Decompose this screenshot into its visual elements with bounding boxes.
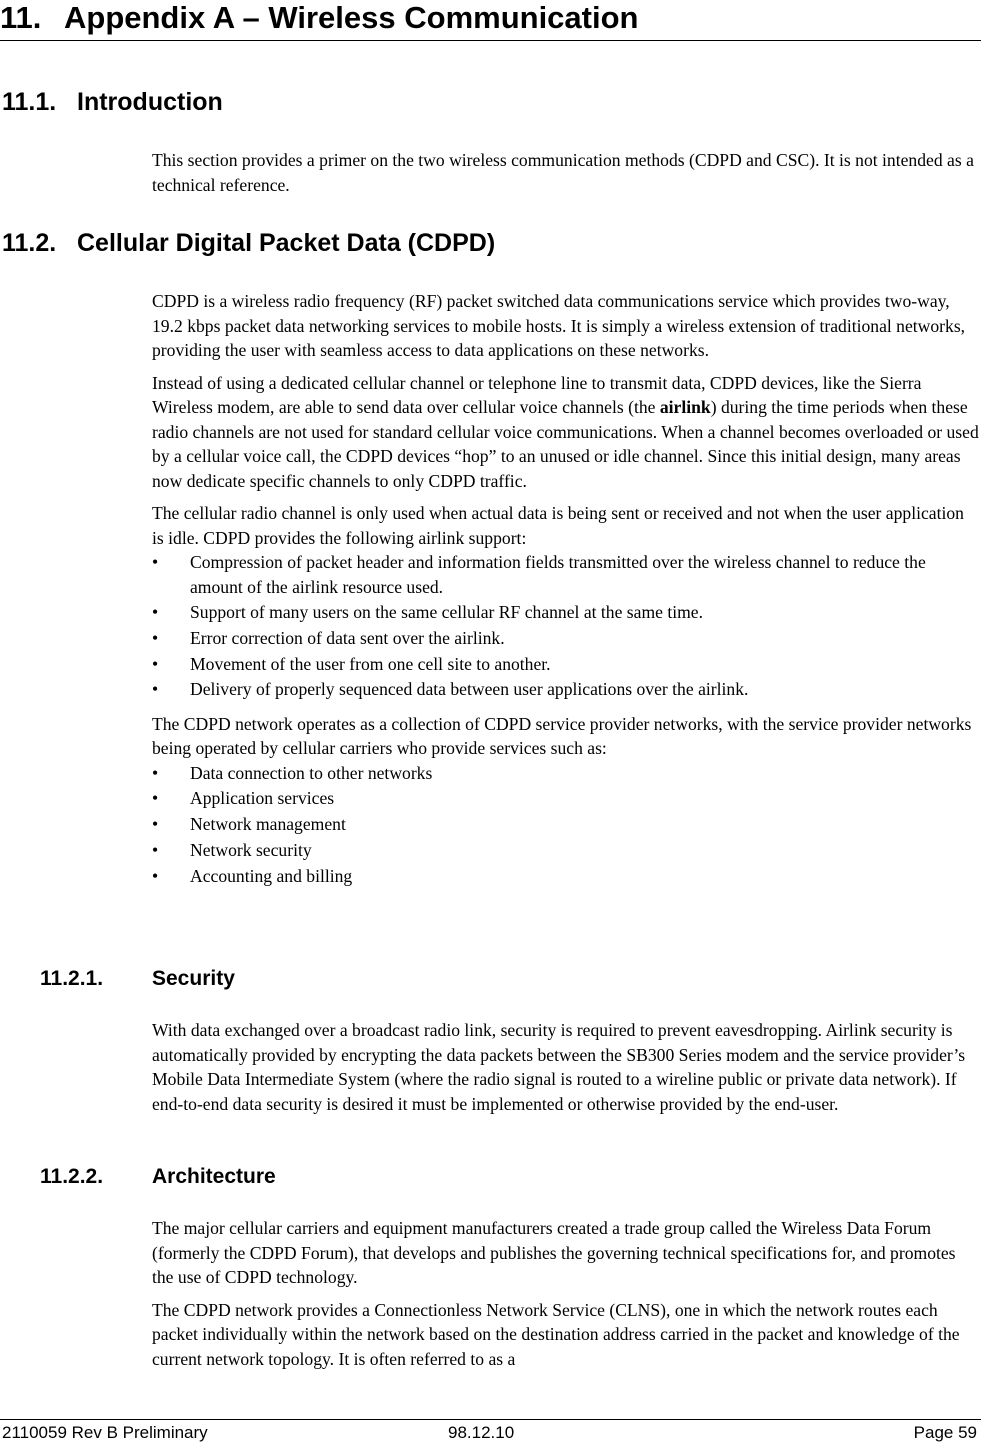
bullet-icon: • [152, 814, 159, 835]
bullet-icon: • [152, 762, 159, 783]
chapter-number: 11. [0, 0, 42, 35]
list-item: • Data connection to other networks [152, 761, 980, 786]
footer-rule [0, 1419, 981, 1420]
bullet-icon: • [152, 839, 159, 860]
footer-date: 98.12.10 [448, 1423, 515, 1442]
bullet-icon: • [152, 552, 159, 572]
service-list [152, 761, 980, 888]
cdpd-paragraph-3: The cellular radio channel is only used when actual data is being sent or received and not when the user application is idle. CDPD provides the following airlink support: [152, 503, 964, 548]
bullet-icon: • [152, 653, 159, 674]
bullet-icon: • [152, 627, 159, 648]
subsection-number: 11.2.2. [40, 1165, 104, 1188]
architecture-paragraph-1: The major cellular carriers and equipment manufacturers created a trade group called the Wireless Data Forum (formerly the CDPD Forum), that develops and publishes the governing technical specifications for, and promotes the use of CDPD technology. [152, 1218, 956, 1287]
subsection-number: 11.2.1. [40, 967, 104, 990]
subsection-title: Architecture [152, 1165, 276, 1188]
subsection-heading-architecture [40, 1164, 276, 1190]
list-item: • Support of many users on the same cellular RF channel at the same time. [152, 600, 980, 625]
subsection-title: Security [152, 967, 235, 990]
section-number: 11.1. [2, 88, 57, 116]
security-body [152, 1018, 980, 1124]
chapter-title: Appendix A – Wireless Communication [64, 0, 639, 35]
section-number: 11.2. [2, 229, 57, 257]
list-item: • Network security [152, 838, 980, 863]
architecture-paragraph-2: The CDPD network provides a Connectionless Network Service (CLNS), one in which the network routes each packet individually within the network based on the destination address carried in the packet and knowledge of the current network topology. It is often referred to as a [152, 1299, 960, 1369]
section-heading-introduction [2, 87, 223, 117]
cdpd-body [152, 289, 980, 898]
cdpd-paragraph-2: Instead of using a dedicated cellular channel or telephone line to transmit data, CDPD devices, like the Sierra Wireless modem, are able to send data over cellular voice channels (the airlink) during the time periods when these radio channels are not used for standard cellular voice communications. When a channel becomes overloaded or used by a cellular voice call, the CDPD devices “hop” to an unused or idle channel. Since this initial design, many areas now dedicate specific channels to only CDPD traffic. [152, 372, 979, 491]
introduction-paragraph: This section provides a primer on the two wireless communication methods (CDPD and CSC). It is not intended as a technical reference. [152, 150, 974, 195]
list-item: • Network management [152, 812, 980, 837]
list-item: • Accounting and billing [152, 864, 980, 889]
header-rule [0, 40, 981, 41]
section-heading-cdpd [2, 228, 495, 258]
section-title: Introduction [77, 88, 223, 116]
security-paragraph: With data exchanged over a broadcast radio link, security is required to prevent eavesdropping. Airlink security is automatically provided by encrypting the data packets between the SB300 Series modem and the service provider’s Mobile Data Intermediate System (where the radio signal is routed to a wireline public or private data network). If end-to-end data security is desired it must be implemented or otherwise provided by the end-user. [152, 1020, 966, 1114]
list-item: • Compression of packet header and information fields transmitted over the wireless channel to reduce the amount of the airlink resource used. [152, 552, 926, 597]
cdpd-paragraph-4: The CDPD network operates as a collection of CDPD service provider networks, with the service provider networks being operated by cellular carriers who provide services such as: [152, 713, 972, 759]
architecture-body [152, 1216, 980, 1379]
bullet-icon: • [152, 788, 159, 809]
subsection-heading-security [40, 966, 235, 992]
list-item: • Delivery of properly sequenced data between user applications over the airlink. [152, 677, 980, 702]
list-item: • Movement of the user from one cell site to another. [152, 652, 980, 677]
page-footer [0, 1422, 981, 1444]
cdpd-paragraph-1: CDPD is a wireless radio frequency (RF) packet switched data communications service which provides two-way, 19.2 kbps packet data networking services to mobile hosts. It is simply a wireless extension of traditional networks, providing the user with seamless access to data applications on these networks. [152, 291, 966, 360]
footer-doc-id: 2110059 Rev B Preliminary [2, 1423, 208, 1442]
introduction-body [152, 148, 980, 205]
bullet-icon: • [152, 602, 159, 623]
bullet-icon: • [152, 679, 159, 700]
airlink-support-list [152, 550, 980, 702]
section-title: Cellular Digital Packet Data (CDPD) [77, 229, 496, 257]
list-item: • Application services [152, 786, 980, 811]
airlink-term: airlink [659, 397, 711, 417]
list-item: • Error correction of data sent over the airlink. [152, 626, 980, 651]
footer-page-number: Page 59 [913, 1423, 977, 1442]
chapter-heading [0, 0, 981, 36]
bullet-icon: • [152, 865, 159, 886]
